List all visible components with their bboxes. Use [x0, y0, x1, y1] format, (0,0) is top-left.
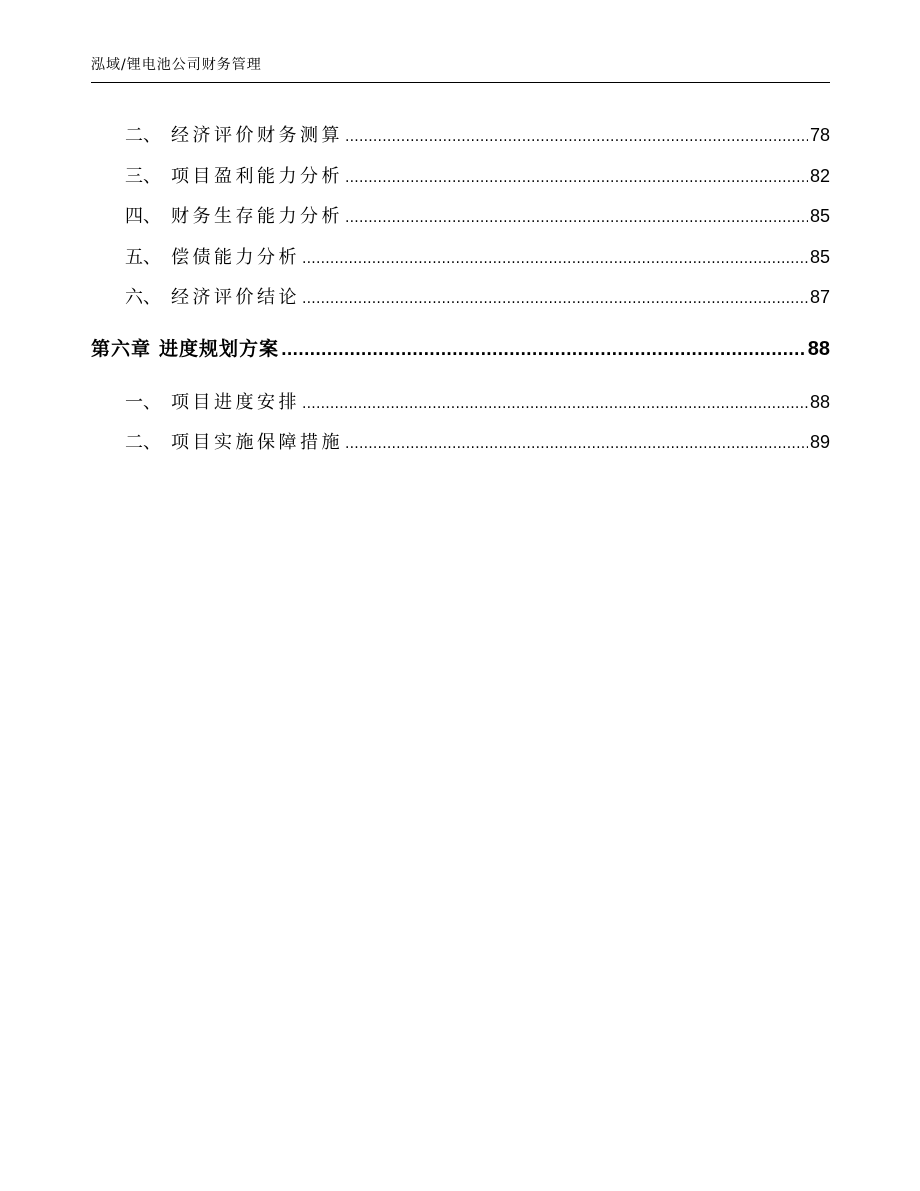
toc-entry-number: 三、	[125, 166, 161, 187]
toc-entry-page: 89	[809, 432, 830, 452]
toc-entry-number: 四、	[125, 206, 161, 227]
toc-entry[interactable]	[125, 388, 830, 416]
toc-entry-page: 85	[809, 247, 830, 267]
toc-entry[interactable]	[125, 428, 830, 456]
toc-dot-leader	[302, 389, 808, 418]
toc-entry-page: 87	[809, 287, 830, 307]
toc-entry-number: 二、	[125, 125, 161, 146]
toc-entry-title: 项目盈利能力分析	[171, 166, 343, 187]
toc-entry-number: 一、	[125, 392, 161, 413]
toc-dot-leader	[281, 335, 806, 364]
toc-dot-leader	[345, 122, 808, 151]
toc-entry-title: 项目实施保障措施	[171, 432, 343, 453]
toc-chapter-page: 88	[807, 338, 830, 360]
toc-entry-number: 五、	[125, 247, 161, 268]
toc-entry[interactable]	[125, 283, 830, 311]
running-header: 泓域/锂电池公司财务管理	[91, 57, 262, 73]
toc-dot-leader	[302, 244, 808, 273]
toc-entry[interactable]	[125, 121, 830, 149]
toc-entry-title: 偿债能力分析	[171, 247, 300, 268]
toc-entry-page: 78	[809, 125, 830, 145]
toc-entry[interactable]	[125, 162, 830, 190]
toc-dot-leader	[302, 284, 808, 313]
toc-entry-page: 82	[809, 166, 830, 186]
toc-entry[interactable]	[125, 243, 830, 271]
toc-entry-number: 二、	[125, 432, 161, 453]
toc-entry-number: 六、	[125, 287, 161, 308]
toc-dot-leader	[345, 163, 808, 192]
toc-entry-page: 88	[809, 392, 830, 412]
toc-entry-title: 财务生存能力分析	[171, 206, 343, 227]
toc-chapter-entry[interactable]	[91, 335, 830, 363]
toc-entry[interactable]	[125, 202, 830, 230]
toc-chapter-title: 进度规划方案	[159, 338, 280, 360]
toc-entry-title: 经济评价财务测算	[171, 125, 343, 146]
toc-chapter-label: 第六章	[91, 338, 152, 360]
toc-dot-leader	[345, 429, 808, 458]
header-rule	[91, 82, 830, 83]
toc-entry-page: 85	[809, 206, 830, 226]
toc-entry-title: 经济评价结论	[171, 287, 300, 308]
toc-entry-title: 项目进度安排	[171, 392, 300, 413]
toc-dot-leader	[345, 203, 808, 232]
